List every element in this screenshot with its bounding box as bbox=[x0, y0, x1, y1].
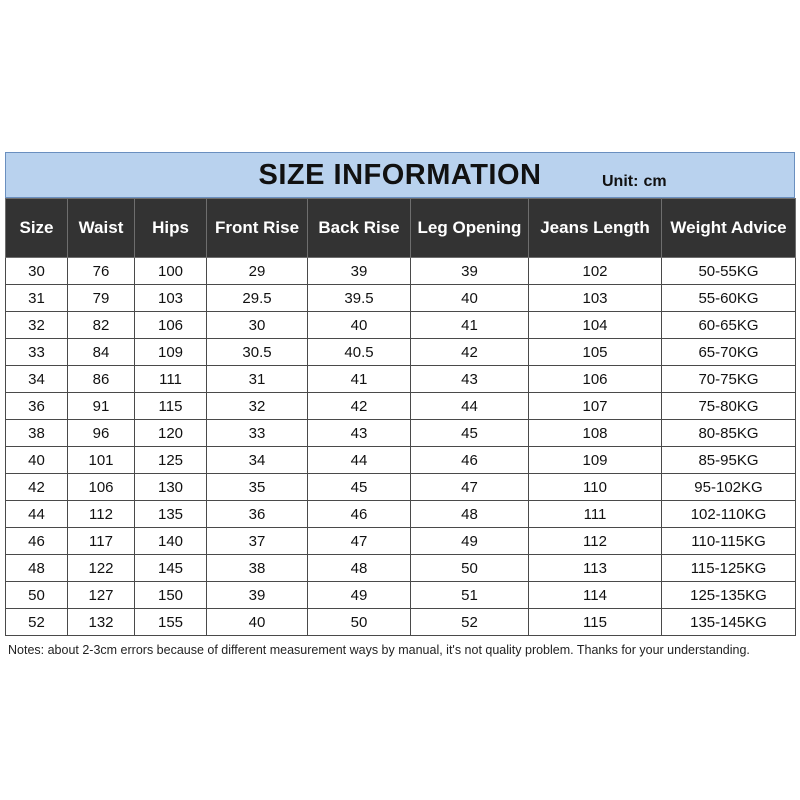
cell-size: 33 bbox=[6, 339, 68, 366]
cell-front-rise: 33 bbox=[207, 420, 308, 447]
cell-back-rise: 48 bbox=[308, 555, 411, 582]
chart-title: SIZE INFORMATION bbox=[258, 159, 542, 191]
cell-size: 31 bbox=[6, 285, 68, 312]
cell-back-rise: 49 bbox=[308, 582, 411, 609]
table-row bbox=[6, 285, 796, 312]
cell-hips: 100 bbox=[135, 258, 207, 285]
cell-leg-opening: 39 bbox=[411, 258, 529, 285]
cell-back-rise: 50 bbox=[308, 609, 411, 636]
column-header-back-rise: Back Rise bbox=[308, 199, 411, 258]
cell-back-rise: 45 bbox=[308, 474, 411, 501]
cell-front-rise: 34 bbox=[207, 447, 308, 474]
title-bar bbox=[5, 152, 795, 198]
cell-hips: 120 bbox=[135, 420, 207, 447]
cell-front-rise: 32 bbox=[207, 393, 308, 420]
table-row bbox=[6, 366, 796, 393]
cell-back-rise: 43 bbox=[308, 420, 411, 447]
cell-leg-opening: 46 bbox=[411, 447, 529, 474]
cell-hips: 106 bbox=[135, 312, 207, 339]
cell-weight-advice: 85-95KG bbox=[662, 447, 796, 474]
cell-hips: 135 bbox=[135, 501, 207, 528]
column-header-jeans-length: Jeans Length bbox=[529, 199, 662, 258]
cell-waist: 86 bbox=[68, 366, 135, 393]
cell-leg-opening: 49 bbox=[411, 528, 529, 555]
cell-front-rise: 37 bbox=[207, 528, 308, 555]
table-row bbox=[6, 339, 796, 366]
cell-size: 48 bbox=[6, 555, 68, 582]
cell-waist: 127 bbox=[68, 582, 135, 609]
cell-jeans-length: 112 bbox=[529, 528, 662, 555]
cell-jeans-length: 106 bbox=[529, 366, 662, 393]
cell-jeans-length: 102 bbox=[529, 258, 662, 285]
column-header-size: Size bbox=[6, 199, 68, 258]
cell-size: 46 bbox=[6, 528, 68, 555]
cell-size: 36 bbox=[6, 393, 68, 420]
table-row bbox=[6, 501, 796, 528]
cell-leg-opening: 50 bbox=[411, 555, 529, 582]
cell-front-rise: 38 bbox=[207, 555, 308, 582]
table-row bbox=[6, 555, 796, 582]
cell-front-rise: 30.5 bbox=[207, 339, 308, 366]
cell-weight-advice: 135-145KG bbox=[662, 609, 796, 636]
unit-value: cm bbox=[643, 173, 667, 190]
cell-weight-advice: 60-65KG bbox=[662, 312, 796, 339]
column-header-weight-advice: Weight Advice bbox=[662, 199, 796, 258]
cell-back-rise: 42 bbox=[308, 393, 411, 420]
cell-waist: 82 bbox=[68, 312, 135, 339]
unit-info bbox=[602, 173, 667, 191]
cell-jeans-length: 110 bbox=[529, 474, 662, 501]
cell-waist: 79 bbox=[68, 285, 135, 312]
cell-jeans-length: 104 bbox=[529, 312, 662, 339]
cell-hips: 115 bbox=[135, 393, 207, 420]
cell-weight-advice: 75-80KG bbox=[662, 393, 796, 420]
unit-label: Unit: bbox=[602, 173, 639, 190]
notes-text: Notes: about 2-3cm errors because of different measurement ways by manual, it's not quality problem. Thanks for your understanding. bbox=[8, 643, 750, 657]
cell-weight-advice: 70-75KG bbox=[662, 366, 796, 393]
cell-hips: 125 bbox=[135, 447, 207, 474]
cell-waist: 112 bbox=[68, 501, 135, 528]
cell-jeans-length: 113 bbox=[529, 555, 662, 582]
table-row bbox=[6, 258, 796, 285]
cell-leg-opening: 40 bbox=[411, 285, 529, 312]
cell-size: 38 bbox=[6, 420, 68, 447]
cell-waist: 101 bbox=[68, 447, 135, 474]
cell-size: 52 bbox=[6, 609, 68, 636]
table-row bbox=[6, 474, 796, 501]
cell-leg-opening: 47 bbox=[411, 474, 529, 501]
cell-size: 40 bbox=[6, 447, 68, 474]
cell-weight-advice: 125-135KG bbox=[662, 582, 796, 609]
cell-leg-opening: 41 bbox=[411, 312, 529, 339]
cell-leg-opening: 43 bbox=[411, 366, 529, 393]
cell-front-rise: 36 bbox=[207, 501, 308, 528]
cell-size: 42 bbox=[6, 474, 68, 501]
cell-waist: 96 bbox=[68, 420, 135, 447]
cell-weight-advice: 80-85KG bbox=[662, 420, 796, 447]
cell-leg-opening: 42 bbox=[411, 339, 529, 366]
cell-front-rise: 31 bbox=[207, 366, 308, 393]
table-row bbox=[6, 447, 796, 474]
cell-hips: 103 bbox=[135, 285, 207, 312]
cell-front-rise: 39 bbox=[207, 582, 308, 609]
column-header-waist: Waist bbox=[68, 199, 135, 258]
header-row bbox=[6, 199, 796, 258]
cell-waist: 84 bbox=[68, 339, 135, 366]
cell-back-rise: 46 bbox=[308, 501, 411, 528]
cell-back-rise: 39.5 bbox=[308, 285, 411, 312]
size-chart bbox=[5, 152, 795, 636]
cell-jeans-length: 115 bbox=[529, 609, 662, 636]
size-table bbox=[5, 198, 796, 636]
cell-size: 34 bbox=[6, 366, 68, 393]
cell-jeans-length: 108 bbox=[529, 420, 662, 447]
cell-jeans-length: 107 bbox=[529, 393, 662, 420]
cell-back-rise: 41 bbox=[308, 366, 411, 393]
cell-jeans-length: 109 bbox=[529, 447, 662, 474]
cell-back-rise: 47 bbox=[308, 528, 411, 555]
cell-size: 44 bbox=[6, 501, 68, 528]
table-body bbox=[6, 258, 796, 636]
cell-front-rise: 35 bbox=[207, 474, 308, 501]
cell-size: 32 bbox=[6, 312, 68, 339]
table-row bbox=[6, 528, 796, 555]
cell-weight-advice: 110-115KG bbox=[662, 528, 796, 555]
cell-waist: 76 bbox=[68, 258, 135, 285]
cell-jeans-length: 105 bbox=[529, 339, 662, 366]
cell-weight-advice: 65-70KG bbox=[662, 339, 796, 366]
cell-back-rise: 44 bbox=[308, 447, 411, 474]
cell-size: 30 bbox=[6, 258, 68, 285]
cell-hips: 145 bbox=[135, 555, 207, 582]
cell-leg-opening: 45 bbox=[411, 420, 529, 447]
cell-front-rise: 29 bbox=[207, 258, 308, 285]
cell-weight-advice: 102-110KG bbox=[662, 501, 796, 528]
cell-hips: 140 bbox=[135, 528, 207, 555]
column-header-hips: Hips bbox=[135, 199, 207, 258]
cell-waist: 122 bbox=[68, 555, 135, 582]
cell-jeans-length: 111 bbox=[529, 501, 662, 528]
cell-leg-opening: 52 bbox=[411, 609, 529, 636]
cell-weight-advice: 55-60KG bbox=[662, 285, 796, 312]
cell-weight-advice: 95-102KG bbox=[662, 474, 796, 501]
cell-back-rise: 40.5 bbox=[308, 339, 411, 366]
column-header-leg-opening: Leg Opening bbox=[411, 199, 529, 258]
cell-front-rise: 30 bbox=[207, 312, 308, 339]
cell-hips: 111 bbox=[135, 366, 207, 393]
cell-size: 50 bbox=[6, 582, 68, 609]
cell-hips: 109 bbox=[135, 339, 207, 366]
cell-back-rise: 40 bbox=[308, 312, 411, 339]
cell-waist: 117 bbox=[68, 528, 135, 555]
cell-leg-opening: 51 bbox=[411, 582, 529, 609]
table-row bbox=[6, 420, 796, 447]
cell-jeans-length: 114 bbox=[529, 582, 662, 609]
table-row bbox=[6, 609, 796, 636]
cell-waist: 91 bbox=[68, 393, 135, 420]
cell-hips: 150 bbox=[135, 582, 207, 609]
cell-front-rise: 29.5 bbox=[207, 285, 308, 312]
cell-waist: 106 bbox=[68, 474, 135, 501]
cell-front-rise: 40 bbox=[207, 609, 308, 636]
cell-leg-opening: 48 bbox=[411, 501, 529, 528]
table-row bbox=[6, 582, 796, 609]
cell-back-rise: 39 bbox=[308, 258, 411, 285]
cell-waist: 132 bbox=[68, 609, 135, 636]
table-row bbox=[6, 393, 796, 420]
column-header-front-rise: Front Rise bbox=[207, 199, 308, 258]
cell-hips: 130 bbox=[135, 474, 207, 501]
cell-jeans-length: 103 bbox=[529, 285, 662, 312]
cell-leg-opening: 44 bbox=[411, 393, 529, 420]
cell-hips: 155 bbox=[135, 609, 207, 636]
table-row bbox=[6, 312, 796, 339]
cell-weight-advice: 115-125KG bbox=[662, 555, 796, 582]
cell-weight-advice: 50-55KG bbox=[662, 258, 796, 285]
